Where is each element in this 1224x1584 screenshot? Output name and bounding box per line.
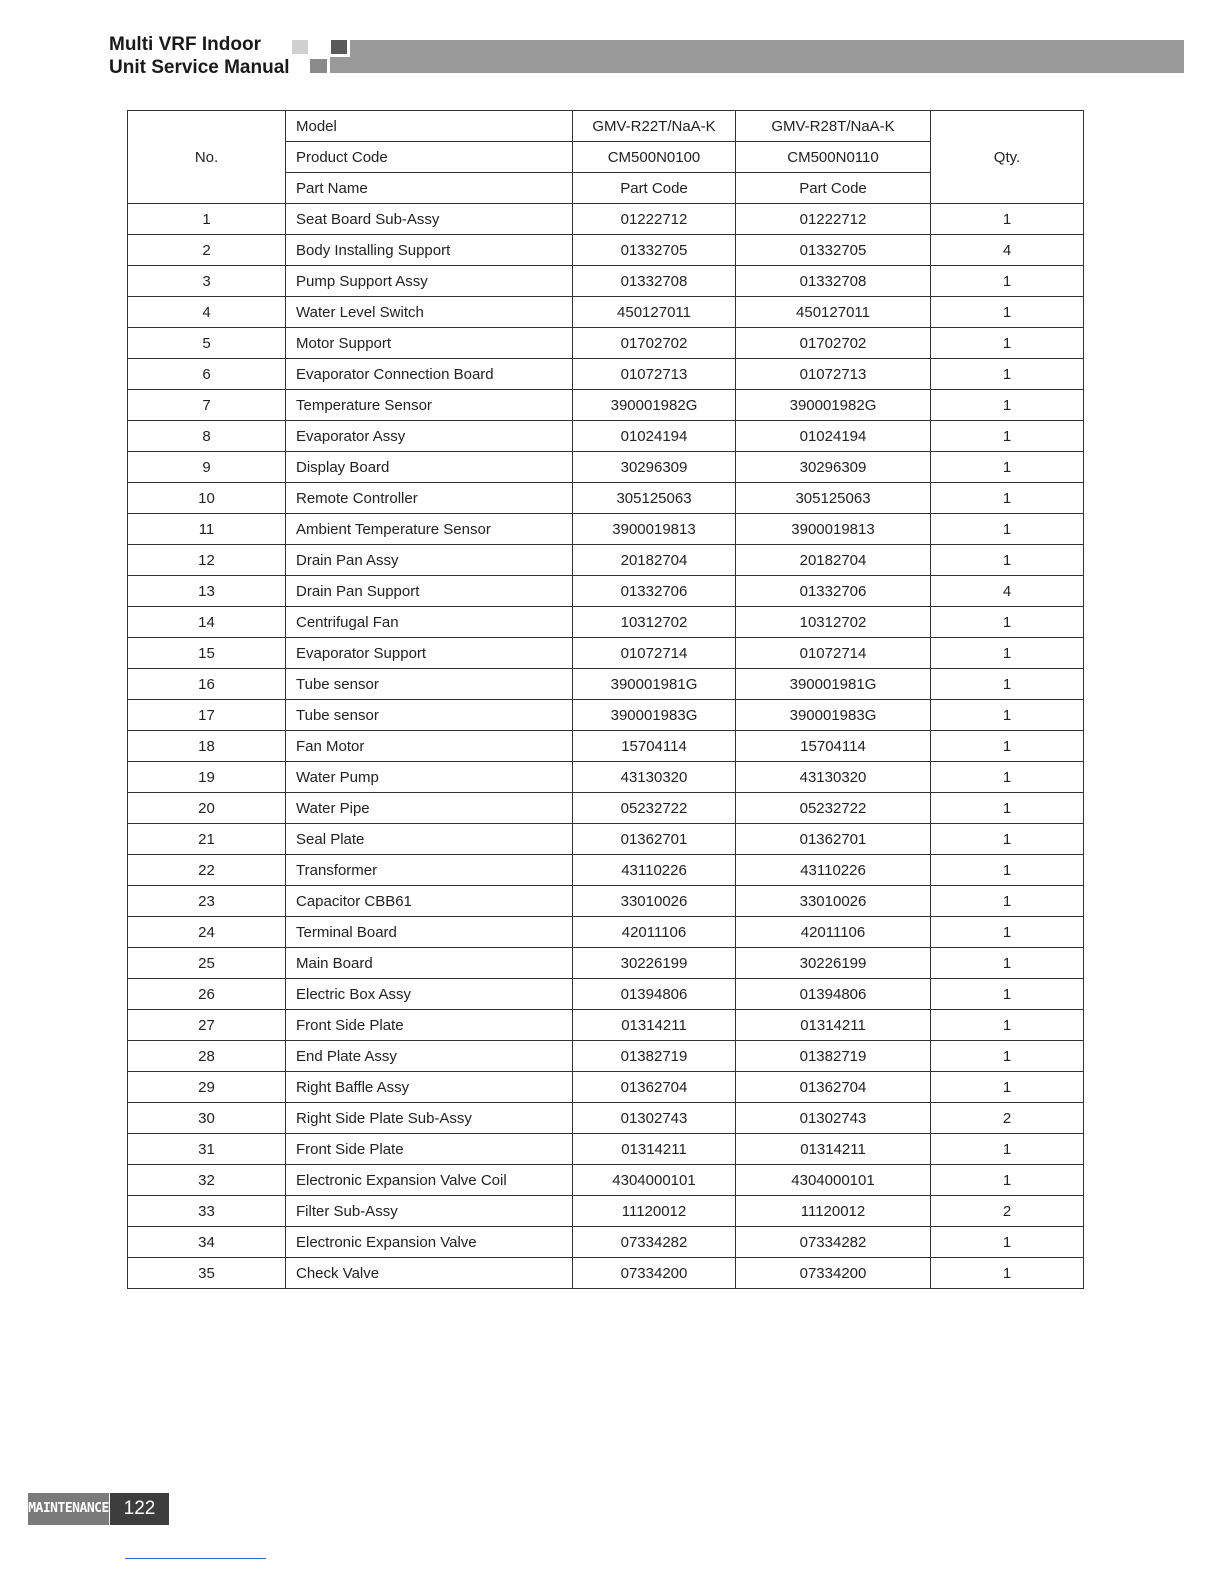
cell-part-code-1: 01394806 (573, 979, 736, 1010)
cell-qty: 2 (931, 1196, 1084, 1227)
cell-part-code-1: 3900019813 (573, 514, 736, 545)
cell-part-code-2: 30226199 (736, 948, 931, 979)
table-row (128, 824, 1084, 855)
cell-no: 25 (128, 948, 286, 979)
cell-part-code-1: 42011106 (573, 917, 736, 948)
cell-part-name: Transformer (286, 855, 573, 886)
table-row (128, 669, 1084, 700)
table-row (128, 266, 1084, 297)
table-row (128, 359, 1084, 390)
cell-qty: 1 (931, 545, 1084, 576)
cell-qty: 1 (931, 948, 1084, 979)
cell-part-name: Filter Sub-Assy (286, 1196, 573, 1227)
cell-part-name: Drain Pan Support (286, 576, 573, 607)
cell-part-code-2: 43110226 (736, 855, 931, 886)
table-row (128, 235, 1084, 266)
document-title-line-2: Unit Service Manual (109, 57, 290, 78)
parts-table-body (128, 204, 1084, 1289)
cell-part-code-1: 43110226 (573, 855, 736, 886)
cell-qty: 1 (931, 824, 1084, 855)
cell-no: 18 (128, 731, 286, 762)
cell-part-code-1: 01072714 (573, 638, 736, 669)
cell-qty: 1 (931, 855, 1084, 886)
cell-part-name: Evaporator Support (286, 638, 573, 669)
cell-part-code-1: 33010026 (573, 886, 736, 917)
footer-page-number: 122 (110, 1493, 169, 1525)
cell-no: 3 (128, 266, 286, 297)
cell-no: 15 (128, 638, 286, 669)
cell-no: 10 (128, 483, 286, 514)
table-row (128, 917, 1084, 948)
cell-no: 4 (128, 297, 286, 328)
header-no: No. (128, 111, 286, 204)
cell-part-code-1: 01362701 (573, 824, 736, 855)
cell-part-code-1: 01702702 (573, 328, 736, 359)
cell-qty: 1 (931, 638, 1084, 669)
cell-part-code-2: 390001981G (736, 669, 931, 700)
table-row (128, 1258, 1084, 1289)
cell-part-code-2: 390001983G (736, 700, 931, 731)
header-model-label: Model (286, 111, 573, 142)
cell-part-name: Motor Support (286, 328, 573, 359)
cell-part-code-1: 11120012 (573, 1196, 736, 1227)
cell-no: 21 (128, 824, 286, 855)
cell-part-code-1: 01362704 (573, 1072, 736, 1103)
cell-part-name: Fan Motor (286, 731, 573, 762)
header-product-code-1: CM500N0100 (573, 142, 736, 173)
cell-part-code-2: 11120012 (736, 1196, 931, 1227)
cell-qty: 4 (931, 235, 1084, 266)
table-row (128, 886, 1084, 917)
cell-part-code-2: 42011106 (736, 917, 931, 948)
table-row (128, 979, 1084, 1010)
cell-part-code-1: 07334282 (573, 1227, 736, 1258)
cell-no: 16 (128, 669, 286, 700)
cell-part-name: Electronic Expansion Valve Coil (286, 1165, 573, 1196)
cell-part-name: Terminal Board (286, 917, 573, 948)
table-row (128, 855, 1084, 886)
cell-qty: 4 (931, 576, 1084, 607)
table-row (128, 762, 1084, 793)
table-row (128, 1041, 1084, 1072)
cell-part-code-1: 15704114 (573, 731, 736, 762)
cell-part-code-2: 01362701 (736, 824, 931, 855)
table-row (128, 638, 1084, 669)
table-row (128, 421, 1084, 452)
table-row (128, 1227, 1084, 1258)
cell-part-name: Evaporator Assy (286, 421, 573, 452)
table-row (128, 1134, 1084, 1165)
cell-part-code-2: 01072713 (736, 359, 931, 390)
cell-no: 29 (128, 1072, 286, 1103)
cell-part-code-2: 07334282 (736, 1227, 931, 1258)
cell-part-code-1: 01382719 (573, 1041, 736, 1072)
cell-no: 11 (128, 514, 286, 545)
cell-part-name: Pump Support Assy (286, 266, 573, 297)
cell-part-code-2: 450127011 (736, 297, 931, 328)
table-row (128, 452, 1084, 483)
table-row (128, 328, 1084, 359)
cell-part-code-2: 01072714 (736, 638, 931, 669)
cell-part-code-2: 10312702 (736, 607, 931, 638)
cell-part-name: Right Baffle Assy (286, 1072, 573, 1103)
table-row (128, 700, 1084, 731)
cell-part-code-2: 01024194 (736, 421, 931, 452)
cell-part-code-1: 4304000101 (573, 1165, 736, 1196)
cell-no: 13 (128, 576, 286, 607)
cell-part-code-1: 450127011 (573, 297, 736, 328)
cell-part-code-2: 01314211 (736, 1134, 931, 1165)
cell-qty: 2 (931, 1103, 1084, 1134)
cell-part-code-2: 3900019813 (736, 514, 931, 545)
cell-part-code-1: 10312702 (573, 607, 736, 638)
cell-part-code-1: 05232722 (573, 793, 736, 824)
cell-no: 23 (128, 886, 286, 917)
cell-part-name: Evaporator Connection Board (286, 359, 573, 390)
cell-part-code-2: 01314211 (736, 1010, 931, 1041)
cell-part-code-2: 01332706 (736, 576, 931, 607)
cell-part-code-1: 01332706 (573, 576, 736, 607)
cell-qty: 1 (931, 669, 1084, 700)
header-bar-notch (330, 57, 352, 73)
cell-part-code-2: 43130320 (736, 762, 931, 793)
cell-qty: 1 (931, 917, 1084, 948)
header-decor-square (310, 59, 327, 73)
cell-part-name: Electric Box Assy (286, 979, 573, 1010)
cell-no: 24 (128, 917, 286, 948)
cell-part-code-2: 01222712 (736, 204, 931, 235)
table-row (128, 204, 1084, 235)
cell-part-code-1: 01332705 (573, 235, 736, 266)
cell-qty: 1 (931, 1134, 1084, 1165)
cell-qty: 1 (931, 297, 1084, 328)
cell-part-code-1: 390001983G (573, 700, 736, 731)
cell-part-code-1: 01332708 (573, 266, 736, 297)
cell-part-name: Electronic Expansion Valve (286, 1227, 573, 1258)
cell-no: 5 (128, 328, 286, 359)
header-part-name-label: Part Name (286, 173, 573, 204)
cell-part-code-1: 01302743 (573, 1103, 736, 1134)
cell-part-code-1: 305125063 (573, 483, 736, 514)
cell-no: 27 (128, 1010, 286, 1041)
cell-qty: 1 (931, 1258, 1084, 1289)
cell-qty: 1 (931, 483, 1084, 514)
cell-no: 7 (128, 390, 286, 421)
cell-qty: 1 (931, 1010, 1084, 1041)
cell-no: 2 (128, 235, 286, 266)
cell-part-code-2: 305125063 (736, 483, 931, 514)
cell-part-name: Main Board (286, 948, 573, 979)
cell-part-code-1: 30296309 (573, 452, 736, 483)
header-model-2: GMV-R28T/NaA-K (736, 111, 931, 142)
table-row (128, 1010, 1084, 1041)
header-model-1: GMV-R22T/NaA-K (573, 111, 736, 142)
cell-part-name: Seal Plate (286, 824, 573, 855)
parts-table (127, 110, 1084, 1289)
header-product-code-2: CM500N0110 (736, 142, 931, 173)
table-row (128, 1072, 1084, 1103)
cell-no: 22 (128, 855, 286, 886)
table-row (128, 545, 1084, 576)
cell-part-code-1: 20182704 (573, 545, 736, 576)
cell-no: 8 (128, 421, 286, 452)
cell-qty: 1 (931, 731, 1084, 762)
table-row (128, 1196, 1084, 1227)
cell-qty: 1 (931, 762, 1084, 793)
cell-part-name: Water Level Switch (286, 297, 573, 328)
cell-part-name: Remote Controller (286, 483, 573, 514)
cell-no: 30 (128, 1103, 286, 1134)
header-decor-square (292, 40, 308, 54)
footer-section-label: MAINTENANCE (28, 1493, 109, 1525)
cell-part-code-1: 01222712 (573, 204, 736, 235)
cell-qty: 1 (931, 390, 1084, 421)
cell-part-name: End Plate Assy (286, 1041, 573, 1072)
cell-part-code-1: 30226199 (573, 948, 736, 979)
cell-no: 19 (128, 762, 286, 793)
cell-part-name: Temperature Sensor (286, 390, 573, 421)
cell-part-name: Tube sensor (286, 669, 573, 700)
cell-part-code-2: 30296309 (736, 452, 931, 483)
cell-part-name: Front Side Plate (286, 1134, 573, 1165)
cell-no: 33 (128, 1196, 286, 1227)
cell-qty: 1 (931, 328, 1084, 359)
table-row (128, 514, 1084, 545)
document-title-line-1: Multi VRF Indoor (109, 34, 261, 55)
cell-part-code-2: 01394806 (736, 979, 931, 1010)
cell-qty: 1 (931, 266, 1084, 297)
cell-part-name: Water Pipe (286, 793, 573, 824)
cell-part-code-2: 33010026 (736, 886, 931, 917)
cell-no: 14 (128, 607, 286, 638)
table-row (128, 1165, 1084, 1196)
cell-no: 20 (128, 793, 286, 824)
cell-part-code-2: 01702702 (736, 328, 931, 359)
cell-qty: 1 (931, 700, 1084, 731)
cell-qty: 1 (931, 886, 1084, 917)
cell-no: 31 (128, 1134, 286, 1165)
cell-qty: 1 (931, 452, 1084, 483)
cell-no: 1 (128, 204, 286, 235)
cell-part-code-2: 01362704 (736, 1072, 931, 1103)
cell-part-code-1: 390001981G (573, 669, 736, 700)
cell-qty: 1 (931, 1165, 1084, 1196)
cell-no: 26 (128, 979, 286, 1010)
cell-qty: 1 (931, 514, 1084, 545)
cell-qty: 1 (931, 1227, 1084, 1258)
cell-no: 17 (128, 700, 286, 731)
cell-part-code-2: 01382719 (736, 1041, 931, 1072)
cell-qty: 1 (931, 204, 1084, 235)
cell-part-code-2: 390001982G (736, 390, 931, 421)
cell-part-name: Ambient Temperature Sensor (286, 514, 573, 545)
cell-part-code-1: 01024194 (573, 421, 736, 452)
table-row (128, 607, 1084, 638)
cell-no: 28 (128, 1041, 286, 1072)
cell-no: 6 (128, 359, 286, 390)
cell-part-name: Water Pump (286, 762, 573, 793)
cell-qty: 1 (931, 979, 1084, 1010)
header-part-code-1: Part Code (573, 173, 736, 204)
cell-part-code-1: 01314211 (573, 1010, 736, 1041)
document-title (109, 33, 290, 79)
cell-part-name: Right Side Plate Sub-Assy (286, 1103, 573, 1134)
cell-part-code-1: 43130320 (573, 762, 736, 793)
cell-part-name: Seat Board Sub-Assy (286, 204, 573, 235)
cell-part-name: Centrifugal Fan (286, 607, 573, 638)
table-row (128, 297, 1084, 328)
cell-no: 12 (128, 545, 286, 576)
cell-part-name: Capacitor CBB61 (286, 886, 573, 917)
table-row (128, 1103, 1084, 1134)
footer-line (125, 1558, 266, 1559)
cell-part-name: Tube sensor (286, 700, 573, 731)
cell-no: 9 (128, 452, 286, 483)
cell-qty: 1 (931, 607, 1084, 638)
cell-qty: 1 (931, 359, 1084, 390)
cell-part-name: Display Board (286, 452, 573, 483)
cell-part-code-1: 07334200 (573, 1258, 736, 1289)
header-bar (350, 40, 1184, 73)
table-row (128, 793, 1084, 824)
table-row (128, 576, 1084, 607)
cell-part-code-2: 01332705 (736, 235, 931, 266)
cell-part-code-2: 20182704 (736, 545, 931, 576)
cell-part-code-2: 01332708 (736, 266, 931, 297)
cell-part-name: Front Side Plate (286, 1010, 573, 1041)
header-decor-square (331, 40, 347, 54)
cell-part-name: Drain Pan Assy (286, 545, 573, 576)
cell-no: 34 (128, 1227, 286, 1258)
header-product-code-label: Product Code (286, 142, 573, 173)
cell-qty: 1 (931, 793, 1084, 824)
header-part-code-2: Part Code (736, 173, 931, 204)
table-row (128, 483, 1084, 514)
cell-part-code-2: 4304000101 (736, 1165, 931, 1196)
cell-part-code-1: 01314211 (573, 1134, 736, 1165)
table-row (128, 948, 1084, 979)
cell-qty: 1 (931, 1072, 1084, 1103)
cell-no: 35 (128, 1258, 286, 1289)
table-row (128, 731, 1084, 762)
cell-qty: 1 (931, 1041, 1084, 1072)
table-header-row (128, 111, 1084, 142)
cell-part-code-1: 390001982G (573, 390, 736, 421)
cell-part-name: Body Installing Support (286, 235, 573, 266)
header-qty: Qty. (931, 111, 1084, 204)
cell-qty: 1 (931, 421, 1084, 452)
table-row (128, 390, 1084, 421)
cell-part-code-2: 15704114 (736, 731, 931, 762)
cell-part-code-2: 07334200 (736, 1258, 931, 1289)
cell-part-code-2: 01302743 (736, 1103, 931, 1134)
cell-part-code-1: 01072713 (573, 359, 736, 390)
cell-part-code-2: 05232722 (736, 793, 931, 824)
cell-part-name: Check Valve (286, 1258, 573, 1289)
cell-no: 32 (128, 1165, 286, 1196)
